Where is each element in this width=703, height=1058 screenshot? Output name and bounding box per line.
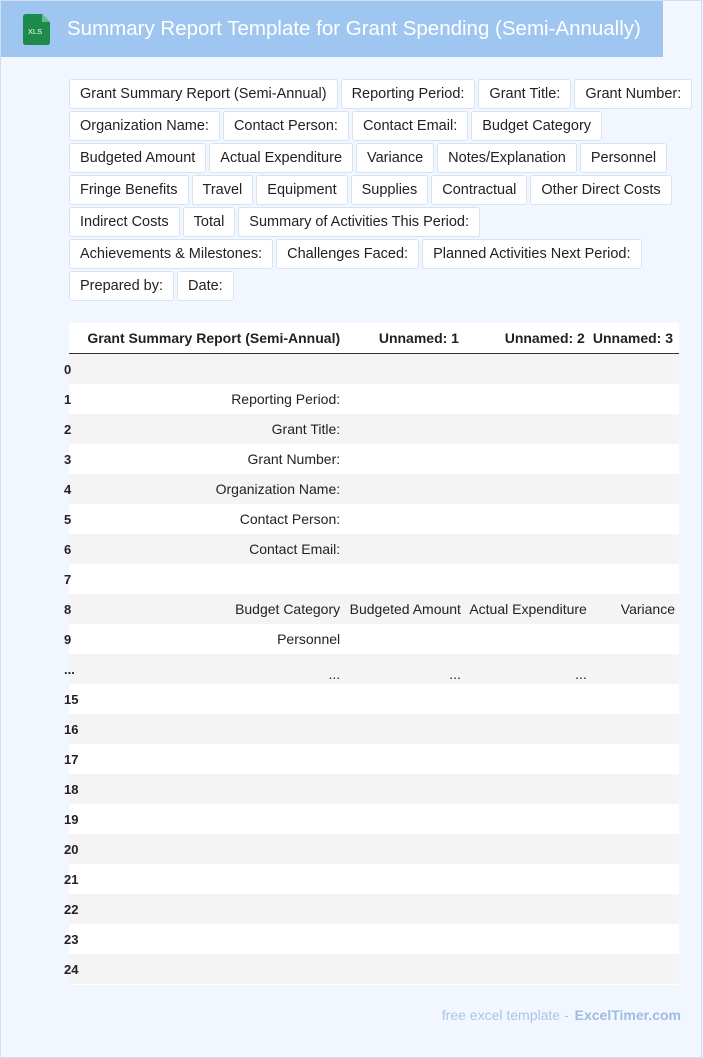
page-title: Summary Report Template for Grant Spending (Semi-Annually)	[67, 17, 641, 40]
table-cell	[344, 414, 465, 444]
table-row	[69, 474, 679, 504]
table-cell: Grant Title:	[78, 414, 344, 444]
row-index	[64, 384, 78, 414]
row-index-label: 1	[64, 392, 72, 407]
table-cell	[344, 624, 465, 654]
field-tag[interactable]: Personnel	[580, 143, 667, 173]
table-cell	[465, 744, 591, 774]
table-cell	[591, 684, 679, 714]
page-header	[1, 1, 663, 57]
field-tag-list	[69, 79, 703, 303]
footer-credit	[1, 1007, 681, 1023]
column-header: Unnamed: 1	[344, 323, 465, 354]
table-cell	[344, 864, 465, 894]
table-cell	[591, 744, 679, 774]
data-preview-table	[64, 323, 679, 985]
row-index	[64, 924, 79, 954]
row-index	[64, 504, 78, 534]
row-index-label: 19	[64, 812, 79, 827]
field-tag[interactable]: Variance	[356, 143, 434, 173]
row-index-label: 15	[64, 692, 79, 707]
table-cell	[591, 504, 679, 534]
table-row	[69, 384, 679, 414]
row-index	[64, 744, 79, 774]
table-cell	[591, 354, 679, 385]
tag-row	[69, 175, 703, 207]
field-tag[interactable]: Grant Summary Report (Semi-Annual)	[69, 79, 338, 109]
column-header: Unnamed: 2	[465, 323, 591, 354]
table-cell	[591, 924, 679, 954]
field-tag[interactable]: Contact Email:	[352, 111, 468, 141]
row-index	[64, 894, 79, 924]
field-tag[interactable]: Prepared by:	[69, 271, 174, 301]
field-tag[interactable]: Grant Number:	[574, 79, 692, 109]
table-row	[69, 354, 679, 385]
table-cell	[591, 774, 679, 804]
row-index	[64, 624, 78, 654]
table-header-row	[69, 323, 679, 354]
table-cell	[465, 534, 591, 564]
row-index-label: 23	[64, 932, 79, 947]
table-cell	[465, 954, 591, 984]
field-tag[interactable]: Planned Activities Next Period:	[422, 239, 641, 269]
table-row	[69, 864, 679, 894]
table-cell	[465, 864, 591, 894]
row-index	[64, 804, 79, 834]
table-row	[69, 684, 679, 714]
table-cell	[465, 474, 591, 504]
excel-file-icon	[23, 14, 50, 45]
row-index	[64, 834, 79, 864]
field-tag[interactable]: Travel	[192, 175, 254, 205]
table-cell	[78, 564, 344, 594]
table-cell	[344, 924, 465, 954]
table-cell	[78, 714, 344, 744]
row-index-label: 17	[64, 752, 79, 767]
table-row	[69, 534, 679, 564]
table-row	[69, 594, 679, 624]
table-cell	[344, 804, 465, 834]
row-index-label: 24	[64, 962, 79, 977]
table-cell	[465, 414, 591, 444]
table-cell	[344, 444, 465, 474]
table-cell	[591, 864, 679, 894]
row-index-label: 8	[64, 602, 72, 617]
table-cell	[465, 714, 591, 744]
row-index-label: 0	[64, 362, 72, 377]
table-row	[69, 834, 679, 864]
table-row	[69, 414, 679, 444]
table-cell	[591, 534, 679, 564]
table-cell	[78, 954, 344, 984]
table-cell	[591, 444, 679, 474]
table-cell	[465, 924, 591, 954]
field-tag[interactable]: Budgeted Amount	[69, 143, 206, 173]
field-tag[interactable]: Total	[183, 207, 236, 237]
table-cell	[465, 774, 591, 804]
row-index	[64, 684, 79, 714]
field-tag[interactable]: Organization Name:	[69, 111, 220, 141]
table-row	[69, 504, 679, 534]
field-tag[interactable]: Grant Title:	[478, 79, 571, 109]
row-index-label: 21	[64, 872, 79, 887]
index-column-header	[69, 323, 78, 354]
field-tag[interactable]: Supplies	[351, 175, 429, 205]
field-tag[interactable]: Challenges Faced:	[276, 239, 419, 269]
table-cell	[344, 384, 465, 414]
table-row	[69, 924, 679, 954]
table-cell	[344, 684, 465, 714]
table-cell	[344, 744, 465, 774]
table-cell	[78, 924, 344, 954]
row-index	[64, 474, 78, 504]
field-tag[interactable]: Date:	[177, 271, 234, 301]
tag-row	[69, 143, 703, 175]
row-index	[64, 414, 78, 444]
table-cell	[344, 354, 465, 385]
field-tag[interactable]: Achievements & Milestones:	[69, 239, 273, 269]
table-cell	[591, 564, 679, 594]
field-tag[interactable]: Contact Person:	[223, 111, 349, 141]
table-cell	[465, 804, 591, 834]
table-row	[69, 624, 679, 654]
table-cell	[344, 474, 465, 504]
table-cell	[465, 444, 591, 474]
table-cell: Contact Email:	[78, 534, 344, 564]
row-index-label: 18	[64, 782, 79, 797]
row-index	[64, 534, 78, 564]
field-tag[interactable]: Budget Category	[471, 111, 602, 141]
table-cell: Actual Expenditure	[465, 594, 591, 624]
table-cell	[78, 774, 344, 804]
table-cell: Budgeted Amount	[344, 594, 465, 624]
field-tag[interactable]: Other Direct Costs	[530, 175, 671, 205]
table-cell	[465, 834, 591, 864]
table-cell	[344, 894, 465, 924]
table-cell	[465, 684, 591, 714]
table-cell	[591, 894, 679, 924]
table-cell	[591, 474, 679, 504]
table-cell	[344, 834, 465, 864]
row-index-label: 9	[64, 632, 72, 647]
table-cell	[344, 954, 465, 984]
table-cell: ...	[465, 654, 591, 684]
row-index-label: 4	[64, 482, 72, 497]
tag-row	[69, 111, 703, 143]
field-tag[interactable]: Equipment	[256, 175, 347, 205]
table-cell	[78, 684, 344, 714]
table-row	[69, 564, 679, 594]
table-row	[69, 954, 679, 984]
table-cell	[344, 534, 465, 564]
row-index-label: 22	[64, 902, 79, 917]
table-cell	[591, 384, 679, 414]
table-cell	[344, 564, 465, 594]
field-tag[interactable]: Notes/Explanation	[437, 143, 577, 173]
row-index	[64, 444, 78, 474]
table-cell	[591, 834, 679, 864]
table-cell	[591, 654, 679, 684]
table-cell	[78, 864, 344, 894]
table-cell	[465, 564, 591, 594]
table-cell: Reporting Period:	[78, 384, 344, 414]
table-cell	[591, 804, 679, 834]
row-index	[64, 354, 78, 385]
table-cell	[465, 894, 591, 924]
table-row	[69, 444, 679, 474]
table-cell: Grant Number:	[78, 444, 344, 474]
row-index-label: 20	[64, 842, 79, 857]
column-header: Grant Summary Report (Semi-Annual)	[78, 323, 344, 354]
table-cell	[591, 714, 679, 744]
row-index	[64, 864, 79, 894]
field-tag[interactable]: Contractual	[431, 175, 527, 205]
row-index-label: ...	[64, 662, 75, 677]
icon-label: XLS	[27, 27, 43, 36]
table-cell	[78, 894, 344, 924]
row-index-label: 16	[64, 722, 79, 737]
field-tag[interactable]: Reporting Period:	[341, 79, 476, 109]
row-index	[64, 654, 78, 684]
table-cell	[78, 744, 344, 774]
row-index	[64, 714, 79, 744]
table-cell	[591, 414, 679, 444]
field-tag[interactable]: Summary of Activities This Period:	[238, 207, 480, 237]
table-cell	[344, 504, 465, 534]
table-cell	[465, 384, 591, 414]
row-index	[64, 774, 79, 804]
table-cell	[78, 804, 344, 834]
column-header: Unnamed: 3	[591, 323, 679, 354]
row-index	[64, 564, 78, 594]
row-index-label: 6	[64, 542, 72, 557]
table-cell: ...	[78, 654, 344, 684]
row-index-label: 7	[64, 572, 72, 587]
table-row	[69, 894, 679, 924]
tag-row	[69, 271, 703, 303]
table-cell	[78, 354, 344, 385]
table-cell	[591, 624, 679, 654]
table-row	[69, 714, 679, 744]
field-tag[interactable]: Indirect Costs	[69, 207, 180, 237]
table-row	[69, 774, 679, 804]
row-index-label: 2	[64, 422, 72, 437]
row-index	[64, 954, 79, 984]
table-cell: Contact Person:	[78, 504, 344, 534]
table-row	[69, 654, 679, 684]
table-cell	[344, 714, 465, 744]
tag-row	[69, 239, 703, 271]
tag-row	[69, 207, 703, 239]
row-index-label: 5	[64, 512, 72, 527]
row-index	[64, 594, 78, 624]
table-cell: Budget Category	[78, 594, 344, 624]
table-cell: Personnel	[78, 624, 344, 654]
table-cell	[591, 954, 679, 984]
table-cell: ...	[344, 654, 465, 684]
footer-brand-link[interactable]: ExcelTimer.com	[574, 1007, 681, 1023]
table-cell: Organization Name:	[78, 474, 344, 504]
field-tag[interactable]: Actual Expenditure	[209, 143, 353, 173]
table-cell	[344, 774, 465, 804]
tag-row	[69, 79, 703, 111]
row-index-label: 3	[64, 452, 72, 467]
table-row	[69, 744, 679, 774]
table-cell	[465, 504, 591, 534]
field-tag[interactable]: Fringe Benefits	[69, 175, 189, 205]
table-row	[69, 804, 679, 834]
table-cell	[465, 354, 591, 385]
table-cell: Variance	[591, 594, 679, 624]
table-cell	[465, 624, 591, 654]
footer-text: free excel template -	[441, 1007, 569, 1023]
table-cell	[78, 834, 344, 864]
